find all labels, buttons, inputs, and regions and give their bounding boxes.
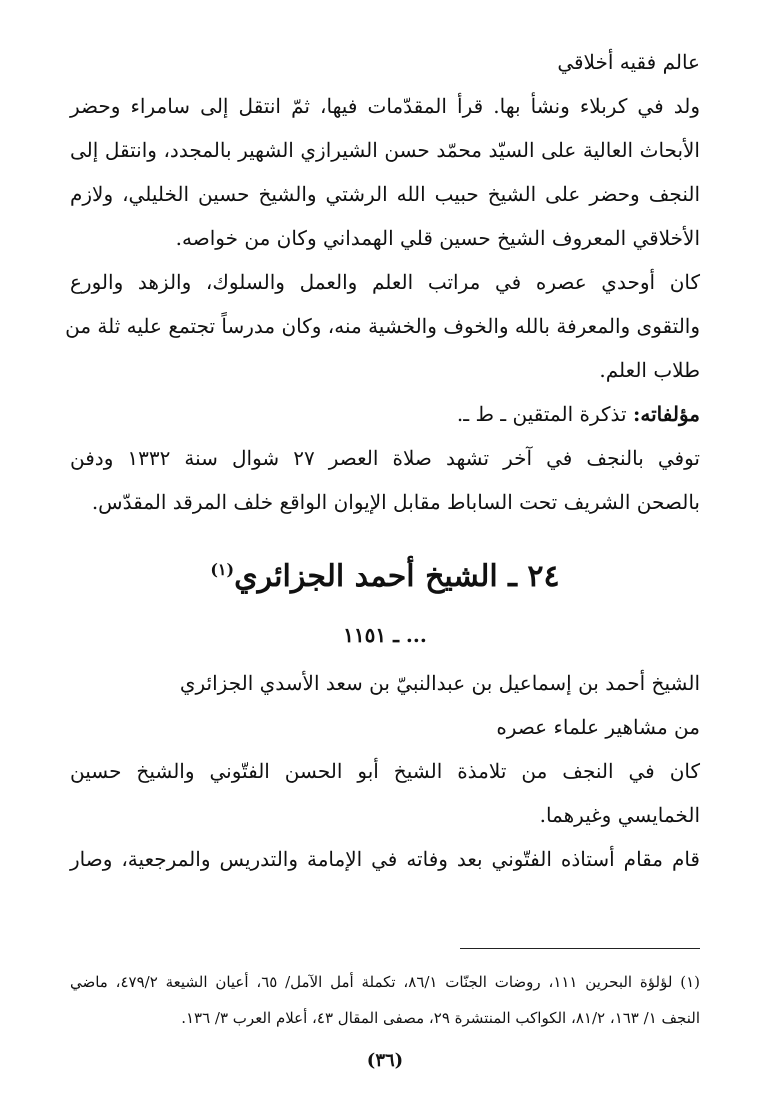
section-title (70, 544, 700, 603)
works-text: تذكرة المتقين ـ ط ـ. (456, 402, 633, 426)
text-line: الخمايسي وغيرهما. (539, 803, 700, 827)
paragraph-death (70, 436, 700, 524)
paragraph-virtues (65, 260, 700, 392)
text-line: طلاب العلم. (599, 358, 700, 382)
paragraph-teachers (70, 749, 700, 837)
footnote-line: النجف ١/ ١٦٣، ٨١/٢، الكواكب المنتشرة ٢٩، مصفى المقال ٤٣، أعلام العرب ٣/ ١٣٦. (181, 1009, 700, 1027)
subject-description: عالم فقيه أخلاقي (557, 50, 700, 74)
text-line: بالصحن الشريف تحت الساباط مقابل الإيوان الواقع خلف المرقد المقدّس. (91, 490, 700, 514)
text-line: ولد في كربلاء ونشأ بها. قرأ المقدّمات فيها، ثمّ انتقل إلى سامراء وحضر (70, 94, 700, 118)
works-label: مؤلفاته: (632, 402, 700, 426)
footnote-divider (460, 948, 700, 949)
footnote-reference: (١) (210, 560, 235, 579)
text-line: الأبحاث العالية على السيّد محمّد حسن الشيرازي الشهير بالمجدد، وانتقل إلى (70, 138, 700, 162)
status-line: من مشاهير علماء عصره (496, 715, 700, 739)
section-title-text: ٢٤ ـ الشيخ أحمد الجزائري (234, 559, 560, 594)
footnotes (70, 964, 700, 1036)
page-content (65, 40, 700, 1105)
footnote-line: (١) لؤلؤة البحرين ١١١، روضات الجنّات ٨٦/١، تكملة أمل الآمل/ ٦٥، أعيان الشيعة ٤٧٩/٢، ماضي (70, 973, 700, 991)
text-line: الأخلاقي المعروف الشيخ حسين قلي الهمداني وكان من خواصه. (175, 226, 700, 250)
text-line: كان أوحدي عصره في مراتب العلم والعمل والسلوك، والزهد والورع (70, 270, 700, 294)
text-line: النجف وحضر على الشيخ حبيب الله الرشتي والشيخ حسين الخليلي، ولازم (70, 182, 700, 206)
section-dates: ... ـ ١١٥١ (343, 623, 427, 647)
text-line: توفي بالنجف في آخر تشهد صلاة العصر ٢٧ شوال سنة ١٣٣٢ ودفن (70, 446, 700, 470)
works-line (70, 392, 700, 436)
text-line: والتقوى والمعرفة بالله والخوف والخشية منه، وكان مدرساً تجتمع عليه ثلة من (65, 314, 700, 338)
paragraph-biography (70, 84, 700, 260)
full-name-line: الشيخ أحمد بن إسماعيل بن عبدالنبيّ بن سعد الأسدي الجزائري (179, 671, 700, 695)
text-line: كان في النجف من تلامذة الشيخ أبو الحسن الفتّوني والشيخ حسين (70, 759, 700, 783)
page-number: (٣٦) (366, 1050, 404, 1071)
text-line: قام مقام أستاذه الفتّوني بعد وفاته في الإمامة والتدريس والمرجعية، وصار (70, 847, 700, 871)
